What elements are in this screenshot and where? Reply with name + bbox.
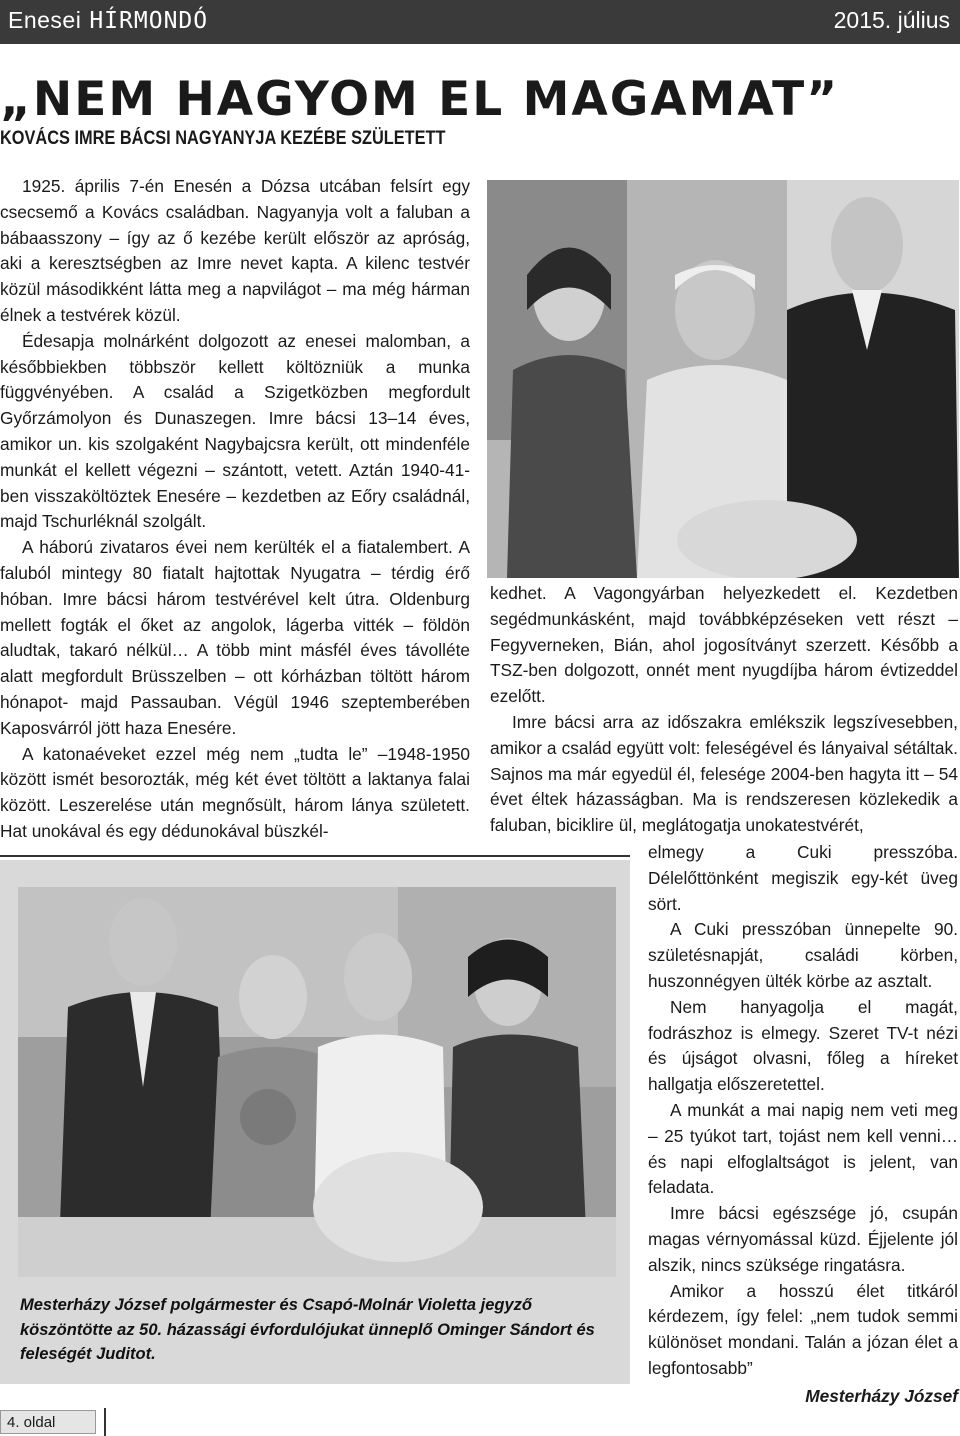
article-column-left — [0, 174, 470, 845]
portrait-photo — [487, 180, 959, 578]
paragraph: Imre bácsi arra az időszakra emlékszik legszívesebben, amikor a család együtt volt: feleségével és lányaival sétáltak. Sajnos ma már egyedül él, felesége 2004-ben hagyta itt – 54 évet éltek házasságban. Ma is rendszeresen közlekedik a faluban, biciklire ül, meglátogatja unokatestvérét, — [490, 711, 958, 836]
section-divider — [0, 855, 630, 857]
paragraph: Nem hanyagolja el magát, fodrászhoz is elmegy. Szeret TV-t nézi és újságot olvasni, főleg a híreket hallgatja előszeretettel. — [648, 996, 958, 1095]
paragraph: elmegy a Cuki presszóba. Délelőttönként megiszik egy-két üveg sört. — [648, 842, 958, 914]
paragraph: A háború zivataros évei nem kerülték el a fiatalembert. A faluból mintegy 80 fiatalt hajtottak Nyugatra – térdig érő hóban. Imre bácsi három testvérével kelt útra. Oldenburg mellett fogták el őket az angolok, lágerba vitték – földön aludtak, takaró nélkül… A több mint másfél éves távolléte alatt megfordult Brüsszelben – ott kórházban töltött három hónapot- majd Passauban. Végül 1946 szeptemberében Kaposvárról jött haza Enesére. — [0, 537, 470, 738]
publication-section: HÍRMONDÓ — [89, 8, 209, 34]
paragraph: A Cuki presszóban ünnepelte 90. születésnapját, családi körben, huszonnégyen ülték körbe az asztalt. — [648, 919, 958, 991]
paragraph: A katonaéveket ezzel még nem „tudta le” –1948-1950 között ismét besorozták, még két évet töltött a laktanya falai között. Leszerelése után megnősült, három lánya született. Hat unokával és egy dédunokával büszkél- — [0, 743, 470, 841]
author-signature: Mesterházy József — [805, 1385, 958, 1406]
page-header — [0, 0, 960, 44]
anniversary-photo — [18, 887, 616, 1277]
issue-date: 2015. július — [833, 7, 950, 33]
anniversary-photo-illustration — [18, 887, 616, 1277]
article-column-right — [490, 581, 958, 839]
paragraph: kedhet. A Vagongyárban helyezkedett el. Kezdetben segédmunkásként, majd továbbképzéseken vett részt – Fegyverneken, Bián, ahol jogosítványt szerzett. Később a TSZ-ben dolgozott, onnét ment nyugdíjba három évtizeddel ezelőtt. — [490, 583, 958, 707]
paragraph: A munkát a mai napig nem veti meg – 25 tyúkot tart, tojást nem kell venni… és napi elfoglaltságot is jelent, van feladata. — [648, 1099, 958, 1198]
paragraph: Amikor a hosszú élet titkáról kérdezem, így felel: „nem tudok semmi különöset mondani. Talán a józan élet a legfontosabb” — [648, 1280, 958, 1378]
paragraph: 1925. április 7-én Enesén a Dózsa utcában felsírt egy csecsemő a Kovács családban. Nagyanyja volt a faluban a bábaasszony – így az ő kezébe került először az apróság, aki a keresztségben az Imre nevet kapta. A kilenc testvér közül másodikként látta meg a napvilágot – ma még hárman élnek a testvérek közül. — [0, 176, 470, 325]
page-number: 4. oldal — [0, 1410, 96, 1434]
page-footer — [0, 1408, 106, 1436]
publication-title: Enesei — [8, 7, 82, 33]
article-column-right-lower — [648, 840, 958, 1410]
photo-caption: Mesterházy József polgármester és Csapó-Molnár Violetta jegyző köszöntötte az 50. házassági évfordulójukat ünneplő Ominger Sándort és feleségét Juditot. — [20, 1296, 595, 1363]
publication-name — [8, 7, 208, 34]
article-subtitle: KOVÁCS IMRE BÁCSI NAGYANYJA KEZÉBE SZÜLETETT — [0, 128, 446, 149]
portrait-photo-illustration — [487, 180, 959, 578]
paragraph: Imre bácsi egészsége jó, csupán magas vérnyomással küzd. Éjjelente jól alszik, nincs szüksége ringatásra. — [648, 1203, 958, 1275]
paragraph: Édesapja molnárként dolgozott az enesei malomban, a későbbiekben többször kellett költözniük a munka függvényében. A család a Szigetközben megfordult Győrzámolyon és Dunaszegen. Imre bácsi 13–14 éves, amikor un. kis szolgaként Nagybajcsra került, ott mindenféle munkát el kellett végezni – szántott, vetett. Aztán 1940-41-ben visszaköltöztek Enesére – kezdetben az Eőry családnál, majd Tschurléknál szolgált. — [0, 330, 470, 532]
article-title: „NEM HAGYOM EL MAGAMAT” — [0, 72, 840, 127]
